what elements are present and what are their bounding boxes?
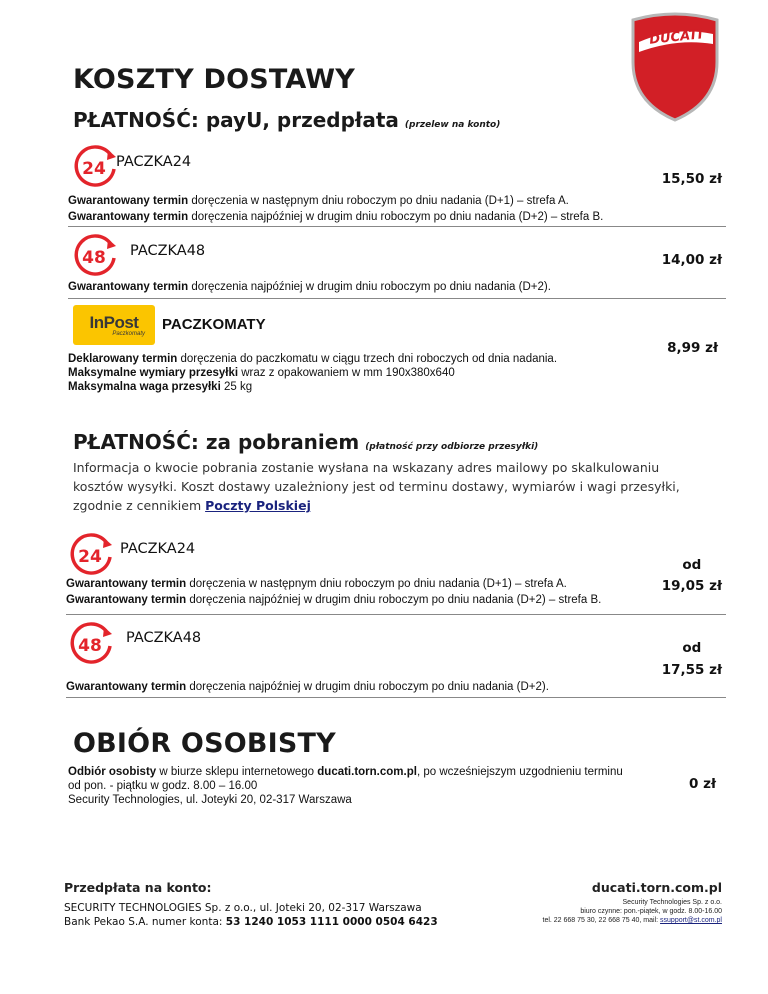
badge-number: 48 xyxy=(82,248,106,268)
price-paczka48: 14,00 zł xyxy=(661,252,722,268)
section-prepaid-heading xyxy=(73,108,500,132)
description-line: Maksymalne wymiary przesyłki wraz z opakowaniem w mm 190x380x640 xyxy=(68,367,455,379)
clock-48-icon xyxy=(68,620,114,666)
footer-contact-hours: biuro czynne: pon.-piątek, w godz. 8.00-16.00 xyxy=(580,908,722,915)
paczka48-badge xyxy=(72,232,118,283)
support-email-link[interactable]: ssupport@st.com.pl xyxy=(660,917,722,924)
pickup-hours: od pon. - piątku w godz. 8.00 – 16.00 xyxy=(68,780,258,792)
footer-site-name: ducati.torn.com.pl xyxy=(591,880,722,895)
divider xyxy=(68,298,726,299)
footer-prepaid-heading: Przedpłata na konto: xyxy=(64,880,212,895)
inpost-logo xyxy=(73,305,155,345)
service-name-paczka24: PACZKA24 xyxy=(116,154,192,170)
footer-contact-company: Security Technologies Sp. z o.o. xyxy=(622,899,722,906)
pickup-description xyxy=(68,765,623,807)
divider xyxy=(68,226,726,227)
description-line: Gwarantowany termin doręczenia najpóźniej w drugim dniu roboczym po dniu nadania (D+2) – strefa B. xyxy=(66,594,602,606)
section-cod-title: PŁATNOŚĆ: za pobraniem xyxy=(73,430,360,454)
ducati-shield-icon xyxy=(627,12,723,124)
section-pickup-heading: OBIÓR OSOBISTY xyxy=(73,728,336,759)
cod-service-name-paczka48: PACZKA48 xyxy=(126,630,202,646)
cod-service-name-paczka24: PACZKA24 xyxy=(120,541,196,557)
description-paczka48 xyxy=(68,279,551,295)
poczta-polska-link[interactable]: Poczty Polskiej xyxy=(205,498,311,513)
cod-paczka24-badge xyxy=(68,531,114,582)
price-prefix: od xyxy=(682,557,702,573)
ducati-logo-text: DUCATI xyxy=(648,27,704,48)
cod-paczka48-badge xyxy=(68,620,114,671)
description-line: Gwarantowany termin doręczenia w następnym dniu roboczym po dniu nadania (D+1) – strefa A. xyxy=(66,578,567,590)
bank-account-number: 53 1240 1053 1111 0000 0504 6423 xyxy=(225,916,438,928)
description-line: Gwarantowany termin doręczenia najpóźniej w drugim dniu roboczym po dniu nadania (D+2). xyxy=(66,681,549,693)
page-title: KOSZTY DOSTAWY xyxy=(73,64,356,95)
clock-48-icon xyxy=(72,232,118,278)
footer-contact-phone: tel. 22 668 75 30, 22 668 75 40, mail: ssupport@st.com.pl xyxy=(542,917,722,924)
footer-company-line: SECURITY TECHNOLOGIES Sp. z o.o., ul. Joteki 20, 02-317 Warszawa xyxy=(64,902,422,914)
inpost-logo-name: InPost xyxy=(89,312,139,332)
description-line: Gwarantowany termin doręczenia najpóźniej w drugim dniu roboczym po dniu nadania (D+2) – strefa B. xyxy=(68,211,604,223)
cod-price-paczka48 xyxy=(662,637,722,681)
clock-24-icon xyxy=(68,531,114,577)
divider xyxy=(66,697,726,698)
price-paczka24: 15,50 zł xyxy=(661,171,722,187)
description-line: Deklarowany termin doręczenia do paczkomatu w ciągu trzech dni roboczych od dnia nadania. xyxy=(68,353,558,365)
price-pickup: 0 zł xyxy=(689,776,716,792)
inpost-logo-sub: Paczkomaty xyxy=(112,330,145,337)
price-value: 19,05 zł xyxy=(661,578,722,594)
badge-number: 24 xyxy=(82,159,106,179)
description-line: Gwarantowany termin doręczenia w następnym dniu roboczym po dniu nadania (D+1) – strefa A. xyxy=(68,195,569,207)
section-cod-heading xyxy=(73,430,538,454)
price-prefix: od xyxy=(682,640,702,656)
section-cod-note: (płatność przy odbiorze przesyłki) xyxy=(365,442,539,452)
description-paczka24 xyxy=(68,193,603,225)
description-line: Gwarantowany termin doręczenia najpóźniej w drugim dniu roboczym po dniu nadania (D+2). xyxy=(68,281,551,293)
cod-info-text: Informacja o kwocie pobrania zostanie wysłana na wskazany adres mailowy po skalkulowaniu kosztów wysyłki. Koszt dostawy uzależniony jest od terminu dostawy, wymiarów i wagi przesyłki, zgodnie z cennikiem Poczty Polskiej xyxy=(73,460,680,513)
paczka24-badge xyxy=(72,143,118,194)
badge-number: 24 xyxy=(78,547,102,567)
section-prepaid-note: (przelew na konto) xyxy=(404,120,501,130)
service-name-paczka48: PACZKA48 xyxy=(130,243,206,259)
cod-description-paczka24 xyxy=(66,576,601,608)
footer-contact xyxy=(543,898,723,925)
pickup-address: Security Technologies, ul. Joteyki 20, 02-317 Warszawa xyxy=(68,794,352,806)
service-name-paczkomaty: PACZKOMATY xyxy=(162,316,266,333)
clock-24-icon xyxy=(72,143,118,189)
price-paczkomaty: 8,99 zł xyxy=(667,340,718,356)
badge-number: 48 xyxy=(78,636,102,656)
cod-price-paczka24 xyxy=(662,555,722,597)
description-line: Maksymalna waga przesyłki 25 kg xyxy=(68,381,253,393)
ducati-logo xyxy=(627,12,723,124)
description-paczkomaty xyxy=(68,352,557,394)
section-prepaid-title: PŁATNOŚĆ: payU, przedpłata xyxy=(73,108,399,132)
divider xyxy=(66,614,726,615)
cod-description-paczka48 xyxy=(66,679,549,695)
price-value: 17,55 zł xyxy=(661,662,722,678)
pickup-line: Odbiór osobisty w biurze sklepu internetowego ducati.torn.com.pl, po wcześniejszym uzgodnieniu terminu xyxy=(68,766,623,778)
footer-bank-line: Bank Pekao S.A. numer konta: 53 1240 1053 1111 0000 0504 6423 xyxy=(64,916,438,928)
